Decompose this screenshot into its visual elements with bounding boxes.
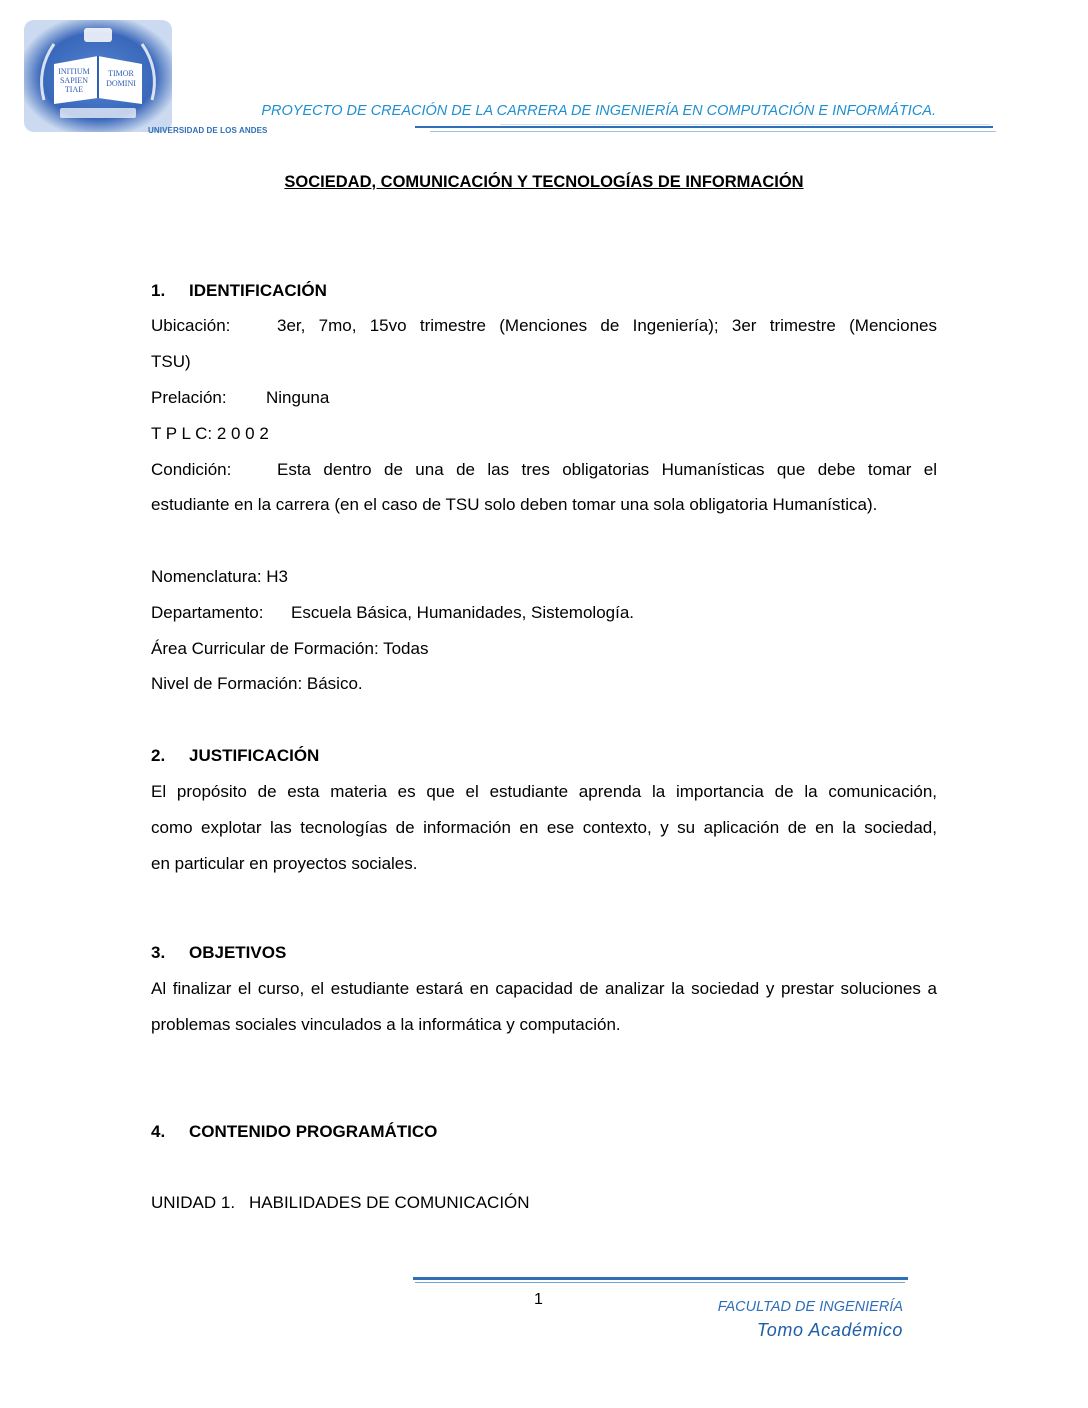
field-value: Escuela Básica, Humanidades, Sistemología. (291, 603, 635, 622)
section-heading (151, 1121, 937, 1143)
field-label: Ubicación: (151, 316, 231, 335)
seal-text: INITIUM (58, 67, 90, 76)
field-label: Condición: (151, 460, 232, 479)
university-name: UNIVERSIDAD DE LOS ANDES (148, 126, 268, 135)
unit-heading (151, 1192, 937, 1214)
section-title: IDENTIFICACIÓN (189, 281, 327, 300)
area-line: Área Curricular de Formación: Todas (151, 639, 429, 658)
section-title: OBJETIVOS (189, 943, 287, 962)
field-value: Esta dentro de una de las tres obligatorias Humanísticas que debe tomar el (277, 460, 937, 479)
section-number: 2. (151, 746, 166, 765)
footer-rule (415, 1282, 905, 1283)
page-number: 1 (534, 1291, 543, 1308)
condicion-row (151, 459, 937, 481)
unit-label: UNIDAD 1. (151, 1193, 236, 1212)
section-number: 4. (151, 1122, 166, 1141)
field-label: Departamento: (151, 603, 264, 622)
paragraph-line: El propósito de esta materia es que el estudiante aprenda la importancia de la comunicación, (151, 782, 937, 801)
text-line: estudiante en la carrera (en el caso de TSU solo deben tomar una sola obligatoria Humanística). (151, 495, 878, 514)
paragraph-line: problemas sociales vinculados a la informática y computación. (151, 1015, 621, 1034)
ubicacion-row (151, 315, 937, 337)
section-title: CONTENIDO PROGRAMÁTICO (189, 1122, 438, 1141)
field-label: Prelación: (151, 388, 227, 407)
tomo-label: Tomo Académico (756, 1320, 903, 1340)
nomenclatura-line: Nomenclatura: H3 (151, 567, 289, 586)
departamento-row (151, 602, 937, 624)
paragraph-line: en particular en proyectos sociales. (151, 854, 418, 873)
nivel-line: Nivel de Formación: Básico. (151, 674, 363, 693)
paragraph-line: Al finalizar el curso, el estudiante estará en capacidad de analizar la sociedad y prestar soluciones a (151, 979, 937, 998)
paragraph-line: como explotar las tecnologías de información en ese contexto, y su aplicación de en la sociedad, (151, 818, 937, 837)
footer-rule (413, 1277, 908, 1280)
seal-text: SAPIEN (59, 76, 89, 85)
document-title: SOCIEDAD, COMUNICACIÓN Y TECNOLOGÍAS DE INFORMACIÓN (284, 173, 804, 191)
header-rule (415, 126, 993, 128)
section-heading (151, 280, 937, 302)
prelacion-row (151, 387, 937, 409)
section-heading (151, 942, 937, 964)
text-line: TSU) (151, 352, 191, 371)
section-number: 3. (151, 943, 166, 962)
field-value: Ninguna (266, 388, 330, 407)
field-value: 3er, 7mo, 15vo trimestre (Menciones de Ingeniería); 3er trimestre (Menciones (277, 316, 937, 335)
seal-text: TIAE (64, 85, 84, 94)
section-title: JUSTIFICACIÓN (189, 746, 320, 765)
faculty-name: FACULTAD DE INGENIERÍA (717, 1299, 903, 1315)
tplc-line: T P L C: 2 0 0 2 (151, 424, 269, 443)
seal-text: TIMOR (108, 69, 134, 78)
unit-title: HABILIDADES DE COMUNICACIÓN (249, 1193, 530, 1212)
header-rule (430, 131, 996, 132)
section-heading (151, 745, 937, 767)
section-number: 1. (151, 281, 166, 300)
project-title: PROYECTO DE CREACIÓN DE LA CARRERA DE INGENIERÍA EN COMPUTACIÓN E INFORMÁTICA. (261, 103, 936, 119)
header-rule (500, 124, 990, 125)
seal-text: DOMINI (106, 79, 136, 88)
